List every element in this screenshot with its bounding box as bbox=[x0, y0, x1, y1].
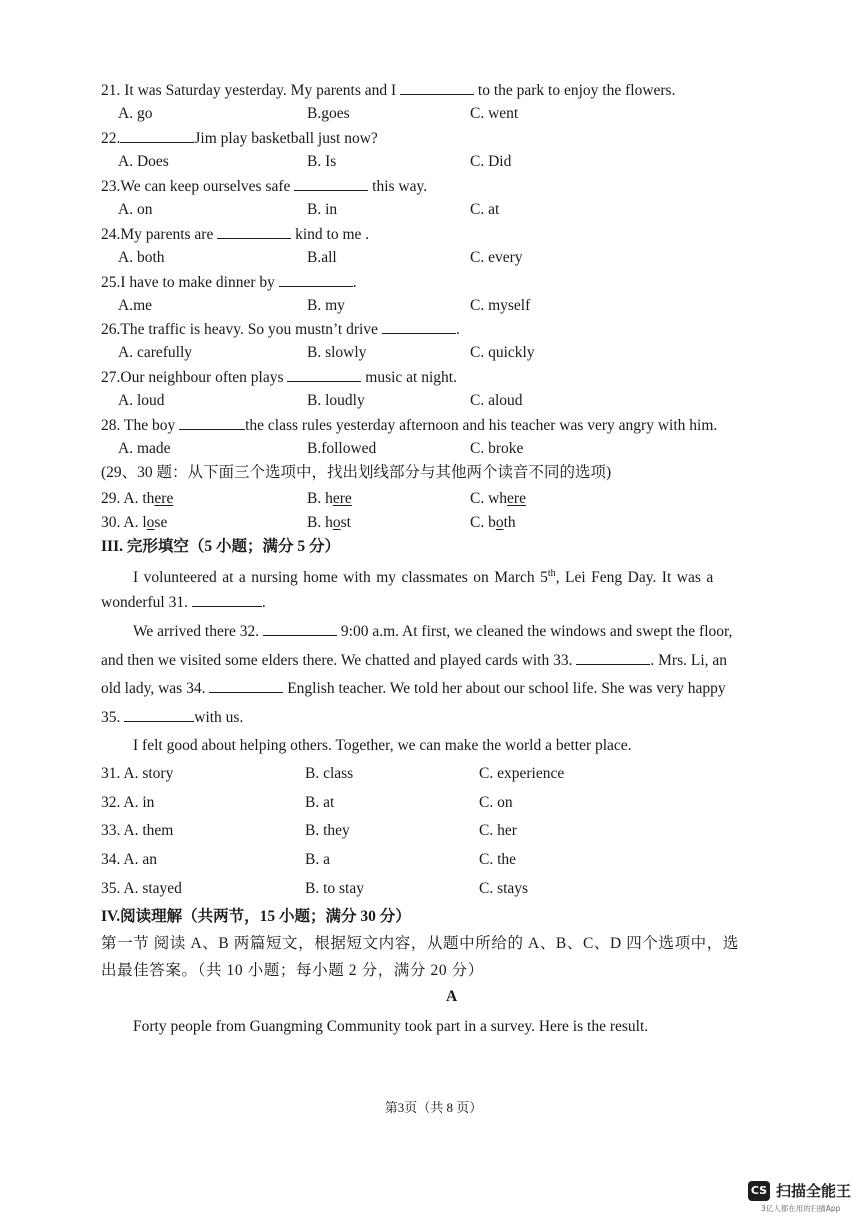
question-23: 23.We can keep ourselves safe this way. bbox=[101, 178, 428, 195]
question-26: 26.The traffic is heavy. So you mustn’t drive . bbox=[101, 321, 460, 338]
cloze-option-31a: 31. A. story bbox=[101, 765, 174, 782]
cloze-option-33b: B. they bbox=[305, 822, 350, 839]
passage-label: A bbox=[446, 988, 458, 1005]
option-25c: C. myself bbox=[470, 297, 531, 314]
option-27c: C. aloud bbox=[470, 392, 523, 409]
question-21: 21. It was Saturday yesterday. My parents and I to the park to enjoy the flowers. bbox=[101, 82, 676, 99]
page-footer: 第3页（共 8 页） bbox=[384, 1100, 483, 1115]
answer-blank bbox=[217, 224, 291, 239]
cloze-option-33a: 33. A. them bbox=[101, 822, 174, 839]
cloze-blank-31 bbox=[192, 592, 262, 607]
question-27: 27.Our neighbour often plays music at night. bbox=[101, 369, 457, 386]
cloze-option-35c: C. stays bbox=[479, 880, 529, 897]
phonetics-instruction: (29、30 题：从下面三个选项中，找出划线部分与其他两个读音不同的选项) bbox=[101, 464, 612, 481]
answer-blank bbox=[279, 272, 353, 287]
option-27a: A. loud bbox=[118, 392, 165, 409]
cloze-option-35a: 35. A. stayed bbox=[101, 880, 182, 897]
cloze-option-34a: 34. A. an bbox=[101, 851, 157, 868]
option-22c: C. Did bbox=[470, 153, 512, 170]
answer-blank bbox=[294, 176, 368, 191]
option-26a: A. carefully bbox=[118, 344, 193, 361]
question-24: 24.My parents are kind to me . bbox=[101, 226, 370, 243]
answer-blank bbox=[179, 415, 245, 430]
cloze-blank-34 bbox=[209, 678, 283, 693]
option-21b: B.goes bbox=[307, 105, 350, 122]
section-3-title: III. 完形填空（5 小题；满分 5 分） bbox=[101, 538, 340, 555]
option-28c: C. broke bbox=[470, 440, 524, 457]
cloze-p2-line3: old lady, was 34. English teacher. We told her about our school life. She was very happy bbox=[101, 680, 726, 697]
section-4-instructions-line2: 出最佳答案。（共 10 小题；每小题 2 分，满分 20 分） bbox=[101, 962, 484, 979]
cloze-blank-32 bbox=[263, 621, 337, 636]
cloze-p1-line2: wonderful 31. . bbox=[101, 594, 266, 611]
question-29-option-a: 29. A. there bbox=[101, 490, 174, 507]
cloze-blank-33 bbox=[576, 650, 650, 665]
option-22a: A. Does bbox=[118, 153, 169, 170]
option-25a: A.me bbox=[118, 297, 153, 314]
answer-blank bbox=[400, 80, 474, 95]
option-23c: C. at bbox=[470, 201, 500, 218]
option-24b: B.all bbox=[307, 249, 337, 266]
scanner-watermark bbox=[748, 1180, 851, 1201]
question-22: 22. Jim play basketball just now? bbox=[101, 130, 378, 147]
cloze-p2-line1: We arrived there 32. 9:00 a.m. At first, we cleaned the windows and swept the floor, bbox=[133, 623, 733, 640]
cloze-p3: I felt good about helping others. Together, we can make the world a better place. bbox=[133, 737, 632, 754]
answer-blank bbox=[120, 128, 194, 143]
option-23a: A. on bbox=[118, 201, 153, 218]
cloze-option-32b: B. at bbox=[305, 794, 335, 811]
cloze-option-34c: C. the bbox=[479, 851, 517, 868]
option-27b: B. loudly bbox=[307, 392, 365, 409]
cloze-option-31c: C. experience bbox=[479, 765, 565, 782]
cloze-option-31b: B. class bbox=[305, 765, 354, 782]
question-29-option-b: B. here bbox=[307, 490, 352, 507]
camscanner-logo-icon: CS bbox=[748, 1181, 770, 1201]
cloze-p2-line4: 35. with us. bbox=[101, 709, 244, 726]
answer-blank bbox=[287, 367, 361, 382]
section-4-instructions-line1: 第一节 阅读 A、B 两篇短文，根据短文内容，从题中所给的 A、B、C、D 四个选项中，选 bbox=[101, 935, 739, 952]
section-4-title: IV.阅读理解（共两节，15 小题；满分 30 分） bbox=[101, 908, 411, 925]
option-24c: C. every bbox=[470, 249, 523, 266]
option-23b: B. in bbox=[307, 201, 338, 218]
option-28b: B.followed bbox=[307, 440, 377, 457]
question-25: 25.I have to make dinner by . bbox=[101, 274, 357, 291]
cloze-option-34b: B. a bbox=[305, 851, 330, 868]
cloze-option-35b: B. to stay bbox=[305, 880, 364, 897]
option-24a: A. both bbox=[118, 249, 165, 266]
question-29-option-c: C. where bbox=[470, 490, 526, 507]
cloze-option-33c: C. her bbox=[479, 822, 517, 839]
cloze-p1-line1: I volunteered at a nursing home with my classmates on March 5th, Lei Feng Day. It was a bbox=[133, 568, 714, 587]
option-21c: C. went bbox=[470, 105, 519, 122]
question-30-option-b: B. host bbox=[307, 514, 351, 531]
option-21a: A. go bbox=[118, 105, 153, 122]
cloze-option-32c: C. on bbox=[479, 794, 513, 811]
passage-a-first-line: Forty people from Guangming Community took part in a survey. Here is the result. bbox=[133, 1018, 649, 1035]
cloze-blank-35 bbox=[124, 707, 194, 722]
question-28: 28. The boy the class rules yesterday afternoon and his teacher was very angry with him. bbox=[101, 417, 718, 434]
cloze-option-32a: 32. A. in bbox=[101, 794, 155, 811]
scanner-tagline: 3亿人都在用的扫描App bbox=[761, 1204, 841, 1213]
question-30-option-c: C. both bbox=[470, 514, 516, 531]
cloze-p2-line2: and then we visited some elders there. We chatted and played cards with 33. . Mrs. Li, an bbox=[101, 652, 728, 669]
scanner-app-name: 扫描全能王 bbox=[776, 1182, 852, 1200]
answer-blank bbox=[382, 319, 456, 334]
option-25b: B. my bbox=[307, 297, 345, 314]
question-30-option-a: 30. A. lose bbox=[101, 514, 168, 531]
option-26b: B. slowly bbox=[307, 344, 367, 361]
option-28a: A. made bbox=[118, 440, 171, 457]
option-26c: C. quickly bbox=[470, 344, 535, 361]
option-22b: B. Is bbox=[307, 153, 337, 170]
